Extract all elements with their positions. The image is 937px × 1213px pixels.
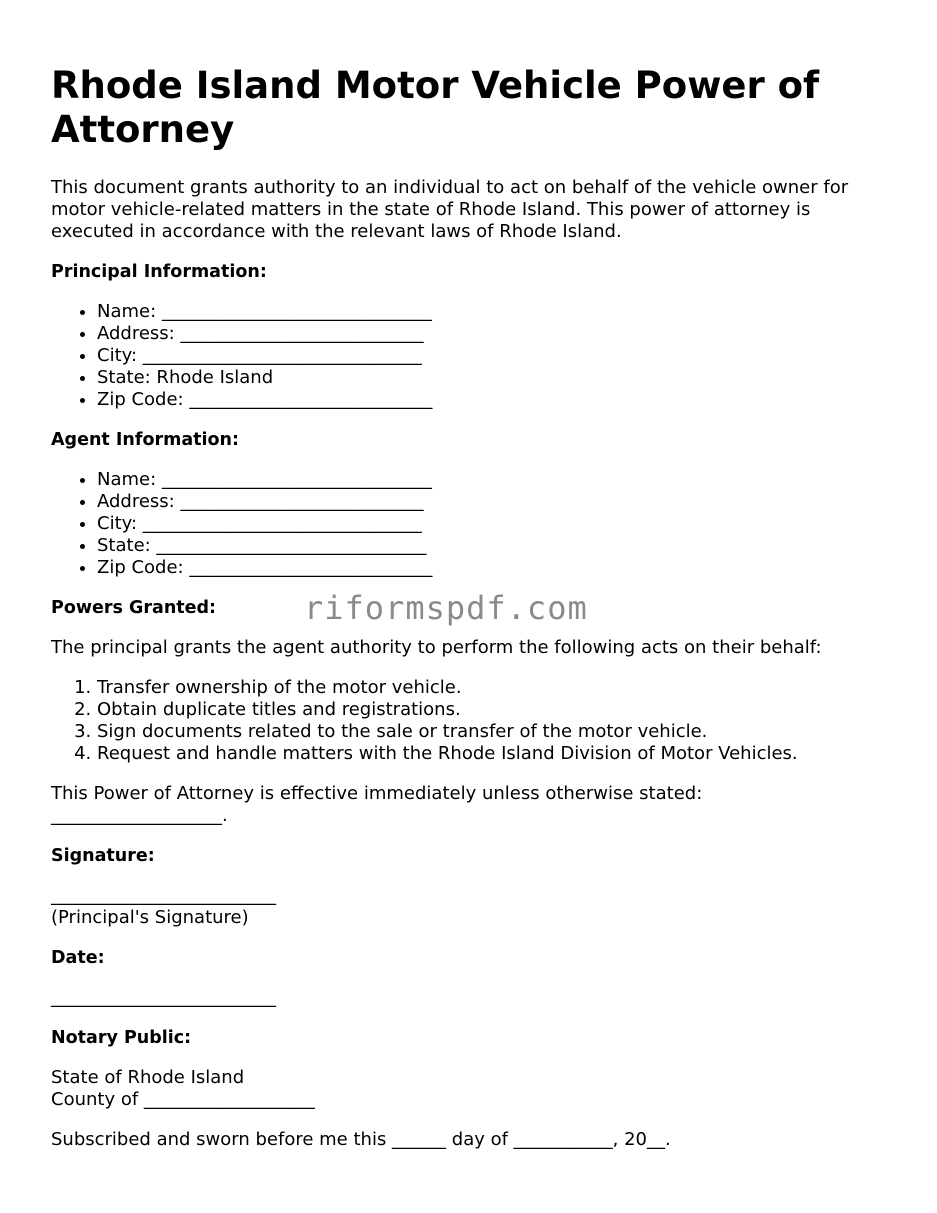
effective-statement xyxy=(51,783,891,827)
principal-zip-field: • Zip Code: ___________________________ xyxy=(97,389,891,411)
power-item: 1. Transfer ownership of the motor vehicle. xyxy=(97,677,891,699)
effective-blank: ___________________. xyxy=(51,805,228,826)
signature-block xyxy=(51,885,891,929)
notary-sworn-statement: Subscribed and sworn before me this ______ day of ___________, 20__. xyxy=(51,1129,671,1150)
power-item: 3. Sign documents related to the sale or transfer of the motor vehicle. xyxy=(97,721,891,743)
document-title: Rhode Island Motor Vehicle Power of Attorney xyxy=(51,64,820,151)
agent-name-field: • Name: ______________________________ xyxy=(97,469,891,491)
intro-paragraph: This document grants authority to an individual to act on behalf of the vehicle owner for motor vehicle-related matters in the state of Rhode Island. This power of attorney is executed in accordance with the relevant laws of Rhode Island. xyxy=(51,177,849,242)
principal-name-field: • Name: ______________________________ xyxy=(97,301,891,323)
powers-intro: The principal grants the agent authority to perform the following acts on their behalf: xyxy=(51,637,822,658)
powers-list xyxy=(51,677,891,765)
date-line: _________________________ xyxy=(51,987,276,1008)
principal-city-field: • City: _______________________________ xyxy=(97,345,891,367)
effective-text: This Power of Attorney is effective immediately unless otherwise stated: xyxy=(51,783,703,804)
notary-state: State of Rhode Island xyxy=(51,1067,245,1088)
agent-heading: Agent Information: xyxy=(51,430,239,450)
watermark-text: riformspdf.com xyxy=(304,589,588,627)
principal-list xyxy=(51,301,891,411)
principal-address-field: • Address: ___________________________ xyxy=(97,323,891,345)
principal-heading: Principal Information: xyxy=(51,262,267,282)
date-heading: Date: xyxy=(51,948,105,968)
signature-caption: (Principal's Signature) xyxy=(51,907,249,928)
agent-state-field: • State: ______________________________ xyxy=(97,535,891,557)
notary-county: County of ___________________ xyxy=(51,1089,315,1110)
agent-address-field: • Address: ___________________________ xyxy=(97,491,891,513)
date-block xyxy=(51,987,891,1009)
power-item: 4. Request and handle matters with the Rhode Island Division of Motor Vehicles. xyxy=(97,743,891,765)
notary-location xyxy=(51,1067,891,1111)
agent-zip-field: • Zip Code: ___________________________ xyxy=(97,557,891,579)
principal-state-field: • State: Rhode Island xyxy=(97,367,891,389)
agent-list xyxy=(51,469,891,579)
signature-line: _________________________ xyxy=(51,885,276,906)
signature-heading: Signature: xyxy=(51,846,155,866)
power-item: 2. Obtain duplicate titles and registrations. xyxy=(97,699,891,721)
agent-city-field: • City: _______________________________ xyxy=(97,513,891,535)
notary-heading: Notary Public: xyxy=(51,1028,192,1048)
powers-heading: Powers Granted: xyxy=(51,598,217,618)
